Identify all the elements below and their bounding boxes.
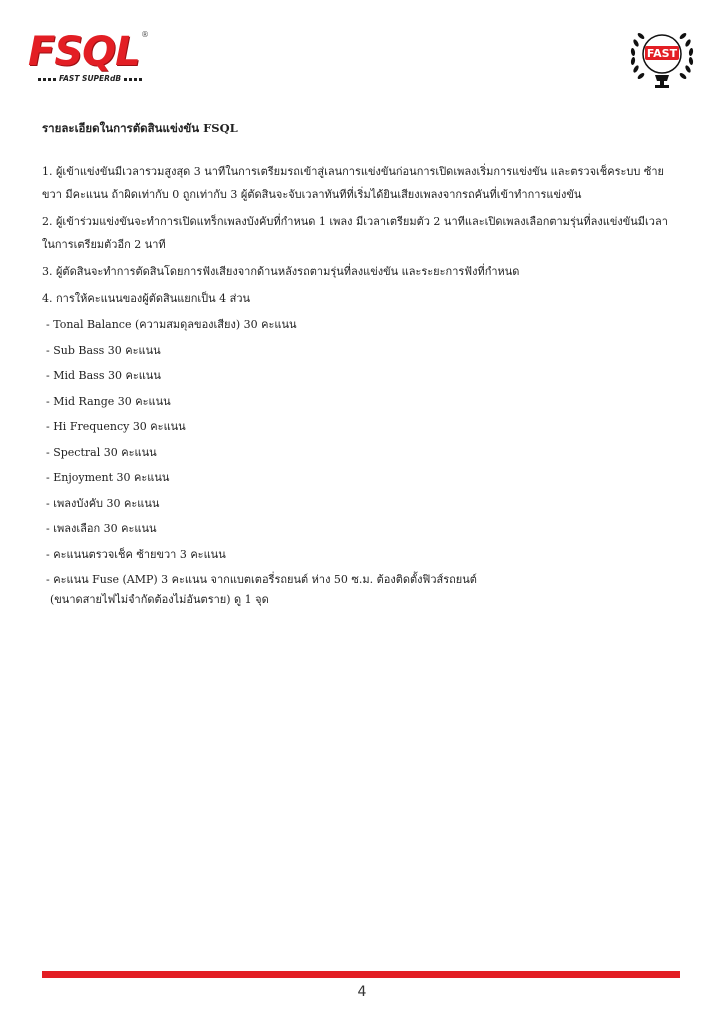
rule-paragraph: 1. ผู้เข้าแข่งขันมีเวลารวมสูงสุด 3 นาทีในการเตรียมรถเข้าสู่เลนการแข่งขันก่อนการเปิดเพลงเริ่มการแข่งขัน และตรวจเช็คระบบ ซ้ายขวา มีคะแนน ถ้าผิดเท่ากับ 0 ถูกเท่ากับ 3 ผู้ตัดสินจะจับเวลาทันทีที่เริ่มได้ยินเสียงเพลงจากรถคันที่เข้าทำการแข่งขัน (42, 165, 664, 201)
rule-paragraph: 4. การให้คะแนนของผู้ตัดสินแยกเป็น 4 ส่วน (42, 292, 251, 305)
document-title: รายละเอียดในการตัดสินแข่งขัน FSQL (42, 121, 238, 135)
score-item: - เพลงเลือก 30 คะแนน (46, 522, 157, 535)
score-note: (ขนาดสายไฟไม่จำกัดต้องไม่อันตราย) ดู 1 จุด (50, 592, 269, 606)
page-header (0, 0, 724, 100)
score-item: - Enjoyment 30 คะแนน (46, 471, 170, 484)
brand-name: FSQL (28, 29, 140, 75)
score-item: - Sub Bass 30 คะแนน (46, 343, 161, 357)
rule-paragraph: 2. ผู้เข้าร่วมแข่งขันจะทำการเปิดแทร็กเพลงบังคับที่กำหนด 1 เพลง มีเวลาเตรียมตัว 2 นาทีและเปิดเพลงเลือกตามรุ่นที่ลงแข่งขันมีเวลา ในการเตรียมตัวอีก 2 นาที (42, 215, 668, 251)
score-item: - Tonal Balance (ความสมดุลของเสียง) 30 คะแนน (46, 318, 297, 331)
score-item: - Spectral 30 คะแนน (46, 445, 157, 459)
document-body (42, 120, 682, 608)
score-item: - Hi Frequency 30 คะแนน (46, 420, 186, 433)
score-item: - คะแนนตรวจเช็ค ซ้ายขวา 3 คะแนน (46, 547, 226, 561)
brand-tagline: FAST SUPERdB (28, 74, 152, 83)
score-item: - เพลงบังคับ 30 คะแนน (46, 496, 160, 510)
score-item: - Mid Range 30 คะแนน (46, 394, 171, 408)
score-item: - Mid Bass 30 คะแนน (46, 369, 161, 382)
page-number: 4 (357, 984, 367, 1000)
trophy-laurel-badge (626, 25, 698, 91)
rule-paragraph: 3. ผู้ตัดสินจะทำการตัดสินโดยการฟังเสียงจากด้านหลังรถตามรุ่นที่ลงแข่งขัน และระยะการฟังที่กำหนด (42, 265, 520, 278)
registered-mark: ® (141, 30, 149, 39)
score-list (42, 316, 682, 608)
trophy-icon (655, 75, 669, 88)
footer-divider (42, 971, 680, 978)
badge-text: FAST (646, 47, 678, 60)
score-item: - คะแนน Fuse (AMP) 3 คะแนน จากแบตเตอรี่รถยนต์ ห่าง 50 ซ.ม. ต้องติดตั้งฟิวส์รถยนต์ (46, 573, 477, 586)
fsql-logo (28, 30, 158, 86)
